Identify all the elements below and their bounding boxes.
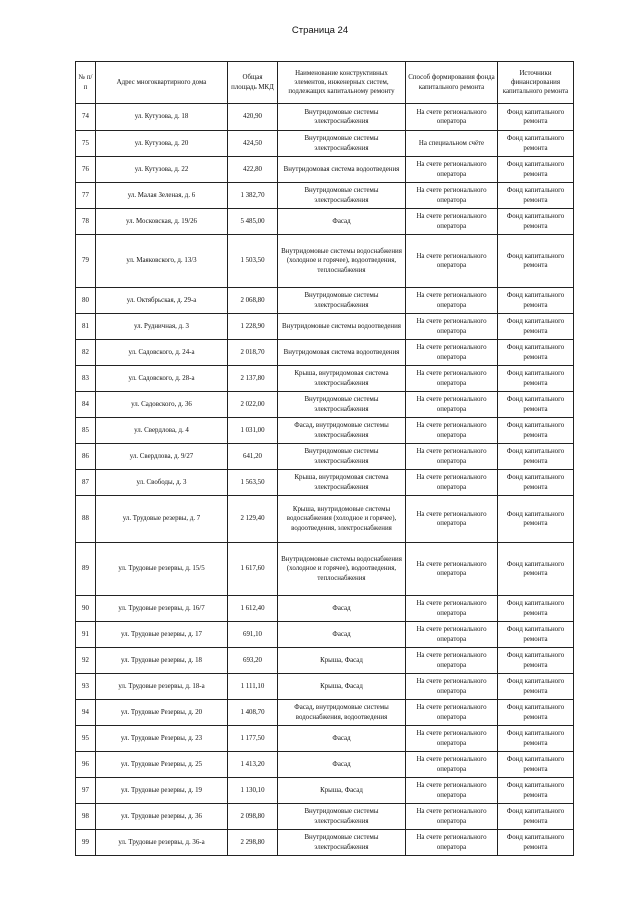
cell-elements: Фасад	[278, 596, 406, 622]
table-row	[76, 726, 574, 752]
cell-number: 95	[76, 726, 96, 752]
cell-area: 1 228,90	[228, 314, 278, 340]
cell-number: 79	[76, 235, 96, 288]
cell-source: Фонд капитального ремонта	[498, 444, 574, 470]
cell-source: Фонд капитального ремонта	[498, 157, 574, 183]
table-row	[76, 543, 574, 596]
cell-source: Фонд капитального ремонта	[498, 104, 574, 131]
cell-address: ул. Садовского, д. 24-а	[96, 340, 228, 366]
table-row	[76, 596, 574, 622]
cell-method: На счете регионального оператора	[406, 340, 498, 366]
cell-number: 97	[76, 778, 96, 804]
cell-number: 94	[76, 700, 96, 726]
cell-area: 1 111,10	[228, 674, 278, 700]
header-row	[76, 62, 574, 104]
cell-area: 641,20	[228, 444, 278, 470]
header-cell-elements: Наименование конструктивных элементов, инженерных систем, подлежащих капитальному ремонту	[278, 62, 406, 104]
cell-elements: Внутридомовая система водоотведения	[278, 157, 406, 183]
cell-source: Фонд капитального ремонта	[498, 830, 574, 856]
cell-source: Фонд капитального ремонта	[498, 209, 574, 235]
cell-address: ул. Трудовые резервы, д. 16/7	[96, 596, 228, 622]
cell-area: 1 130,10	[228, 778, 278, 804]
cell-address: ул. Московская, д. 19/26	[96, 209, 228, 235]
cell-elements: Фасад	[278, 209, 406, 235]
cell-method: На счете регионального оператора	[406, 157, 498, 183]
cell-area: 1 177,50	[228, 726, 278, 752]
cell-number: 75	[76, 131, 96, 157]
cell-address: ул. Трудовые резервы, д. 19	[96, 778, 228, 804]
cell-number: 96	[76, 752, 96, 778]
table-header	[76, 62, 574, 104]
header-cell-method: Способ формирования фонда капитального ремонта	[406, 62, 498, 104]
cell-elements: Внутридомовая система водоотведения	[278, 340, 406, 366]
cell-source: Фонд капитального ремонта	[498, 366, 574, 392]
cell-method: На счете регионального оператора	[406, 804, 498, 830]
cell-area: 424,50	[228, 131, 278, 157]
cell-address: ул. Трудовые Резервы, д. 23	[96, 726, 228, 752]
header-cell-area: Общая площадь МКД	[228, 62, 278, 104]
cell-address: ул. Кутузова, д. 18	[96, 104, 228, 131]
cell-address: ул. Малая Зеленая, д. 6	[96, 183, 228, 209]
cell-source: Фонд капитального ремонта	[498, 700, 574, 726]
cell-elements: Внутридомовые системы электроснабжения	[278, 288, 406, 314]
cell-method: На счете регионального оператора	[406, 700, 498, 726]
cell-number: 89	[76, 543, 96, 596]
cell-source: Фонд капитального ремонта	[498, 418, 574, 444]
cell-method: На счете регионального оператора	[406, 496, 498, 543]
cell-address: ул. Трудовые резервы, д. 15/5	[96, 543, 228, 596]
cell-number: 78	[76, 209, 96, 235]
cell-method: На счете регионального оператора	[406, 314, 498, 340]
table-row	[76, 648, 574, 674]
cell-method: На счете регионального оператора	[406, 444, 498, 470]
housing-repair-table	[75, 61, 574, 856]
table-row	[76, 778, 574, 804]
cell-method: На счете регионального оператора	[406, 674, 498, 700]
cell-elements: Внутридомовые системы электроснабжения	[278, 104, 406, 131]
cell-source: Фонд капитального ремонта	[498, 340, 574, 366]
cell-area: 2 098,80	[228, 804, 278, 830]
cell-source: Фонд капитального ремонта	[498, 543, 574, 596]
table-row	[76, 104, 574, 131]
page-number-header: Страница 24	[291, 25, 349, 36]
cell-elements: Внутридомовые системы электроснабжения	[278, 830, 406, 856]
cell-source: Фонд капитального ремонта	[498, 778, 574, 804]
cell-source: Фонд капитального ремонта	[498, 496, 574, 543]
cell-method: На счете регионального оператора	[406, 104, 498, 131]
cell-address: ул. Садовского, д. 28-а	[96, 366, 228, 392]
cell-area: 2 298,80	[228, 830, 278, 856]
cell-number: 86	[76, 444, 96, 470]
cell-source: Фонд капитального ремонта	[498, 752, 574, 778]
table-row	[76, 157, 574, 183]
cell-address: ул. Трудовые резервы, д. 36-а	[96, 830, 228, 856]
cell-elements: Фасад, внутридомовые системы водоснабжения, водоотведения	[278, 700, 406, 726]
cell-elements: Внутридомовые системы водоотведения	[278, 314, 406, 340]
cell-elements: Фасад	[278, 752, 406, 778]
cell-source: Фонд капитального ремонта	[498, 804, 574, 830]
cell-address: ул. Свободы, д. 3	[96, 470, 228, 496]
cell-source: Фонд капитального ремонта	[498, 131, 574, 157]
cell-number: 84	[76, 392, 96, 418]
cell-address: ул. Трудовые резервы, д. 18-а	[96, 674, 228, 700]
cell-area: 2 068,80	[228, 288, 278, 314]
cell-address: ул. Трудовые резервы, д. 17	[96, 622, 228, 648]
cell-method: На счете регионального оператора	[406, 418, 498, 444]
cell-source: Фонд капитального ремонта	[498, 392, 574, 418]
cell-source: Фонд капитального ремонта	[498, 648, 574, 674]
cell-address: ул. Кутузова, д. 22	[96, 157, 228, 183]
cell-number: 74	[76, 104, 96, 131]
table-row	[76, 752, 574, 778]
cell-elements: Крыша, Фасад	[278, 778, 406, 804]
table-row	[76, 444, 574, 470]
cell-number: 88	[76, 496, 96, 543]
cell-elements: Внутридомовые системы электроснабжения	[278, 444, 406, 470]
cell-elements: Фасад	[278, 622, 406, 648]
table-row	[76, 314, 574, 340]
cell-elements: Фасад	[278, 726, 406, 752]
table-row	[76, 622, 574, 648]
table-row	[76, 496, 574, 543]
cell-elements: Крыша, внутридомовая система электроснабжения	[278, 470, 406, 496]
cell-number: 76	[76, 157, 96, 183]
cell-source: Фонд капитального ремонта	[498, 596, 574, 622]
cell-area: 693,20	[228, 648, 278, 674]
cell-number: 93	[76, 674, 96, 700]
table-row	[76, 235, 574, 288]
cell-method: На счете регионального оператора	[406, 830, 498, 856]
cell-source: Фонд капитального ремонта	[498, 470, 574, 496]
header-cell-address: Адрес многоквартирного дома	[96, 62, 228, 104]
cell-method: На счете регионального оператора	[406, 235, 498, 288]
cell-number: 91	[76, 622, 96, 648]
cell-elements: Крыша, внутридомовая система электроснабжения	[278, 366, 406, 392]
header-cell-number: № п/п	[76, 62, 96, 104]
table-row	[76, 366, 574, 392]
table-row	[76, 183, 574, 209]
cell-area: 1 382,70	[228, 183, 278, 209]
cell-address: ул. Трудовые резервы, д. 36	[96, 804, 228, 830]
cell-method: На счете регионального оператора	[406, 470, 498, 496]
table-row	[76, 804, 574, 830]
cell-elements: Внутридомовые системы электроснабжения	[278, 131, 406, 157]
cell-elements: Внутридомовые системы водоснабжения (холодное и горячее), водоотведения, теплоснабжения	[278, 543, 406, 596]
cell-area: 2 129,40	[228, 496, 278, 543]
cell-address: ул. Трудовые Резервы, д. 20	[96, 700, 228, 726]
cell-address: ул. Трудовые резервы, д. 7	[96, 496, 228, 543]
table-row	[76, 830, 574, 856]
table-row	[76, 131, 574, 157]
cell-number: 82	[76, 340, 96, 366]
cell-number: 99	[76, 830, 96, 856]
cell-method: На счете регионального оператора	[406, 543, 498, 596]
table-row	[76, 700, 574, 726]
cell-area: 1 503,50	[228, 235, 278, 288]
cell-number: 85	[76, 418, 96, 444]
cell-method: На счете регионального оператора	[406, 288, 498, 314]
cell-area: 1 612,40	[228, 596, 278, 622]
cell-method: На счете регионального оператора	[406, 596, 498, 622]
table-body	[76, 104, 574, 856]
cell-method: На счете регионального оператора	[406, 209, 498, 235]
table-row	[76, 470, 574, 496]
cell-number: 87	[76, 470, 96, 496]
cell-method: На специальном счёте	[406, 131, 498, 157]
cell-elements: Фасад, внутридомовые системы электроснабжения	[278, 418, 406, 444]
cell-address: ул. Свердлова, д. 4	[96, 418, 228, 444]
cell-elements: Крыша, Фасад	[278, 648, 406, 674]
cell-method: На счете регионального оператора	[406, 726, 498, 752]
cell-method: На счете регионального оператора	[406, 778, 498, 804]
cell-method: На счете регионального оператора	[406, 183, 498, 209]
cell-method: На счете регионального оператора	[406, 366, 498, 392]
cell-elements: Внутридомовые системы электроснабжения	[278, 804, 406, 830]
cell-method: На счете регионального оператора	[406, 752, 498, 778]
cell-number: 90	[76, 596, 96, 622]
cell-area: 422,80	[228, 157, 278, 183]
cell-address: ул. Трудовые резервы, д. 18	[96, 648, 228, 674]
cell-number: 83	[76, 366, 96, 392]
cell-method: На счете регионального оператора	[406, 648, 498, 674]
cell-number: 81	[76, 314, 96, 340]
cell-number: 80	[76, 288, 96, 314]
table-row	[76, 340, 574, 366]
cell-area: 1 563,50	[228, 470, 278, 496]
cell-address: ул. Трудовые Резервы, д. 25	[96, 752, 228, 778]
cell-source: Фонд капитального ремонта	[498, 314, 574, 340]
cell-elements: Крыша, внутридомовые системы водоснабжения (холодное и горячее), водоотведения, электроснабжения	[278, 496, 406, 543]
cell-area: 691,10	[228, 622, 278, 648]
cell-area: 2 137,80	[228, 366, 278, 392]
table-row	[76, 288, 574, 314]
table-row	[76, 392, 574, 418]
cell-elements: Крыша, Фасад	[278, 674, 406, 700]
cell-area: 2 022,00	[228, 392, 278, 418]
cell-elements: Внутридомовые системы водоснабжения (холодное и горячее), водоотведения, теплоснабжения	[278, 235, 406, 288]
cell-area: 2 018,70	[228, 340, 278, 366]
cell-address: ул. Свердлова, д. 9/27	[96, 444, 228, 470]
cell-address: ул. Маяковского, д. 13/3	[96, 235, 228, 288]
cell-area: 420,90	[228, 104, 278, 131]
cell-elements: Внутридомовые системы электроснабжения	[278, 392, 406, 418]
cell-address: ул. Рудничная, д. 3	[96, 314, 228, 340]
cell-source: Фонд капитального ремонта	[498, 183, 574, 209]
cell-area: 5 485,00	[228, 209, 278, 235]
cell-area: 1 031,00	[228, 418, 278, 444]
cell-source: Фонд капитального ремонта	[498, 726, 574, 752]
cell-method: На счете регионального оператора	[406, 622, 498, 648]
table-row	[76, 418, 574, 444]
cell-area: 1 408,70	[228, 700, 278, 726]
cell-number: 92	[76, 648, 96, 674]
cell-area: 1 617,60	[228, 543, 278, 596]
cell-source: Фонд капитального ремонта	[498, 288, 574, 314]
cell-method: На счете регионального оператора	[406, 392, 498, 418]
cell-source: Фонд капитального ремонта	[498, 674, 574, 700]
cell-area: 1 413,20	[228, 752, 278, 778]
cell-number: 98	[76, 804, 96, 830]
cell-address: ул. Октябрьская, д. 29-а	[96, 288, 228, 314]
cell-elements: Внутридомовые системы электроснабжения	[278, 183, 406, 209]
table-row	[76, 674, 574, 700]
header-cell-source: Источники финансирования капитального ремонта	[498, 62, 574, 104]
cell-address: ул. Кутузова, д. 20	[96, 131, 228, 157]
cell-source: Фонд капитального ремонта	[498, 235, 574, 288]
cell-address: ул. Садовского, д. 36	[96, 392, 228, 418]
table-row	[76, 209, 574, 235]
cell-number: 77	[76, 183, 96, 209]
cell-source: Фонд капитального ремонта	[498, 622, 574, 648]
